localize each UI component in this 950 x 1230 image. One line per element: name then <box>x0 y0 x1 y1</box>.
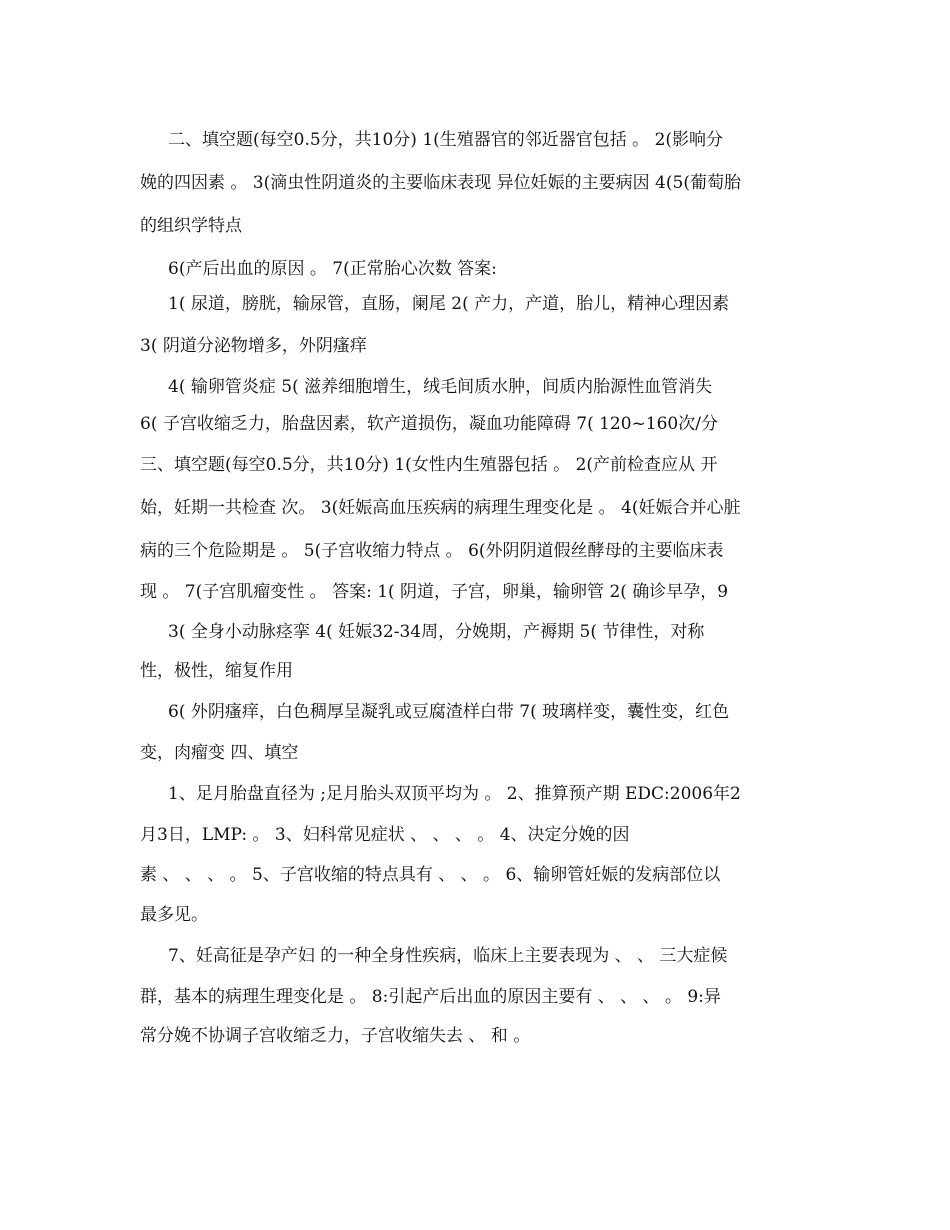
text-line-9: 三、填空题(每空0.5分，共10分) 1(女性内生殖器包括 。 2(产前检查应从 开 <box>140 455 718 475</box>
text-line-22: 群，基本的病理生理变化是 。 8:引起产后出血的原因主要有 、 、 、 。 9:异 <box>140 987 721 1007</box>
text-line-3: 的组织学特点 <box>140 216 242 236</box>
text-line-2: 娩的四因素 。 3(滴虫性阴道炎的主要临床表现 异位妊娠的主要病因 4(5(葡萄胎 <box>140 173 741 193</box>
text-line-23: 常分娩不协调子宫收缩乏力，子宫收缩失去 、 和 。 <box>140 1026 531 1046</box>
text-line-21: 7、妊高征是孕产妇 的一种全身性疾病，临床上主要表现为 、 、 三大症候 <box>168 946 728 966</box>
text-line-1: 二、填空题(每空0.5分，共10分) 1(生殖器官的邻近器官包括 。 2(影响分 <box>168 130 724 150</box>
text-line-6: 3( 阴道分泌物增多，外阴瘙痒 <box>140 336 367 356</box>
text-line-7: 4( 输卵管炎症 5( 滋养细胞增生，绒毛间质水肿，间质内胎源性血管消失 <box>168 377 713 397</box>
text-line-16: 变，肉瘤变 四、填空 <box>140 743 299 763</box>
text-line-13: 3( 全身小动脉痉挛 4( 妊娠32-34周，分娩期，产褥期 5( 节律性，对称 <box>168 622 705 642</box>
text-line-10: 始，妊期一共检查 次。 3(妊娠高血压疾病的病理生理变化是 。 4(妊娠合并心脏 <box>140 498 741 518</box>
text-line-20: 最多见。 <box>140 905 208 925</box>
text-line-4: 6(产后出血的原因 。 7(正常胎心次数 答案: <box>168 259 497 279</box>
text-line-14: 性，极性，缩复作用 <box>140 661 293 681</box>
text-line-5: 1( 尿道，膀胱，输尿管，直肠，阑尾 2( 产力，产道，胎儿，精神心理因素 <box>168 294 730 314</box>
text-line-15: 6( 外阴瘙痒，白色稠厚呈凝乳或豆腐渣样白带 7( 玻璃样变，囊性变，红色 <box>168 702 730 722</box>
text-line-11: 病的三个危险期是 。 5(子宫收缩力特点 。 6(外阴阴道假丝酵母的主要临床表 <box>140 541 724 561</box>
text-line-17: 1、足月胎盘直径为 ;足月胎头双顶平均为 。 2、推算预产期 EDC:2006年2 <box>168 784 741 804</box>
text-line-8: 6( 子宫收缩乏力，胎盘因素，软产道损伤，凝血功能障碍 7( 120~160次/分 <box>140 414 718 434</box>
text-line-12: 现 。 7(子宫肌瘤变性 。 答案: 1( 阴道，子宫，卵巢，输卵管 2( 确诊早孕，9 <box>140 582 729 602</box>
text-line-18: 月3日，LMP: 。 3、妇科常见症状 、 、 、 。 4、决定分娩的因 <box>140 825 630 845</box>
text-line-19: 素 、 、 、 。 5、子宫收缩的特点具有 、 、 。 6、输卵管妊娠的发病部位以 <box>140 865 721 885</box>
